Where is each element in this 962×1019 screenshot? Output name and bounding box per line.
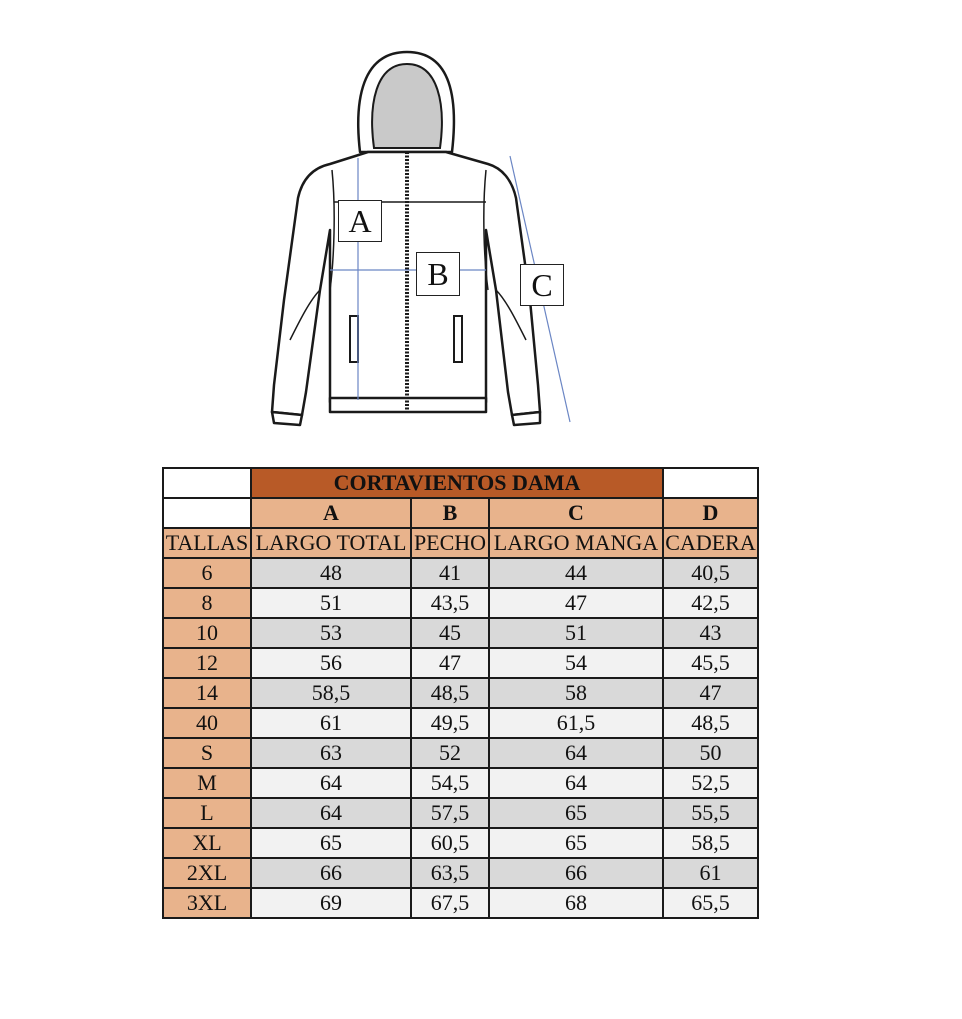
jacket-illustration: [250, 40, 590, 440]
largo-total-cell: 66: [251, 858, 411, 888]
table-row: [163, 708, 758, 738]
largo-manga-cell: 64: [489, 738, 663, 768]
largo-total-cell: 69: [251, 888, 411, 918]
cadera-cell: 55,5: [663, 798, 758, 828]
size-cell: 14: [163, 678, 251, 708]
pecho-cell: 57,5: [411, 798, 489, 828]
cadera-cell: 43: [663, 618, 758, 648]
pecho-cell: 52: [411, 738, 489, 768]
largo-total-cell: 61: [251, 708, 411, 738]
largo-total-cell: 56: [251, 648, 411, 678]
size-cell: 12: [163, 648, 251, 678]
callout-a: A: [338, 200, 382, 242]
pecho-cell: 41: [411, 558, 489, 588]
size-cell: XL: [163, 828, 251, 858]
size-cell: 40: [163, 708, 251, 738]
size-cell: 2XL: [163, 858, 251, 888]
size-cell: L: [163, 798, 251, 828]
callout-b: B: [416, 252, 460, 296]
blank-cell: [663, 468, 758, 498]
letter-row: [163, 498, 758, 528]
blank-cell: [163, 498, 251, 528]
pecho-cell: 48,5: [411, 678, 489, 708]
largo-total-cell: 64: [251, 798, 411, 828]
cadera-cell: 61: [663, 858, 758, 888]
table-row: [163, 858, 758, 888]
size-cell: 8: [163, 588, 251, 618]
largo-total-cell: 64: [251, 768, 411, 798]
header-cadera: CADERA: [663, 528, 758, 558]
callout-c: C: [520, 264, 564, 306]
largo-total-cell: 63: [251, 738, 411, 768]
cadera-cell: 45,5: [663, 648, 758, 678]
cadera-cell: 58,5: [663, 828, 758, 858]
cadera-cell: 52,5: [663, 768, 758, 798]
largo-manga-cell: 58: [489, 678, 663, 708]
right-cuff: [512, 412, 540, 425]
pecho-cell: 63,5: [411, 858, 489, 888]
title-row: [163, 468, 758, 498]
cadera-cell: 47: [663, 678, 758, 708]
pecho-cell: 67,5: [411, 888, 489, 918]
size-chart-table: [162, 467, 759, 919]
letter-d: D: [663, 498, 758, 528]
header-largo-total: LARGO TOTAL: [251, 528, 411, 558]
blank-cell: [163, 468, 251, 498]
cadera-cell: 40,5: [663, 558, 758, 588]
cadera-cell: 42,5: [663, 588, 758, 618]
size-cell: S: [163, 738, 251, 768]
pecho-cell: 49,5: [411, 708, 489, 738]
largo-manga-cell: 65: [489, 828, 663, 858]
left-cuff: [272, 412, 302, 425]
size-cell: 6: [163, 558, 251, 588]
table-row: [163, 558, 758, 588]
hood-lining: [372, 64, 442, 148]
table-row: [163, 678, 758, 708]
largo-manga-cell: 51: [489, 618, 663, 648]
largo-manga-cell: 68: [489, 888, 663, 918]
table-row: [163, 768, 758, 798]
pecho-cell: 60,5: [411, 828, 489, 858]
table-row: [163, 828, 758, 858]
largo-total-cell: 65: [251, 828, 411, 858]
largo-manga-cell: 65: [489, 798, 663, 828]
pecho-cell: 45: [411, 618, 489, 648]
cadera-cell: 50: [663, 738, 758, 768]
largo-total-cell: 58,5: [251, 678, 411, 708]
largo-manga-cell: 54: [489, 648, 663, 678]
header-tallas: TALLAS: [163, 528, 251, 558]
table-row: [163, 588, 758, 618]
pecho-cell: 47: [411, 648, 489, 678]
letter-a: A: [251, 498, 411, 528]
header-row: [163, 528, 758, 558]
largo-manga-cell: 47: [489, 588, 663, 618]
largo-total-cell: 48: [251, 558, 411, 588]
pecho-cell: 43,5: [411, 588, 489, 618]
jacket-drawing: [250, 40, 590, 440]
cadera-cell: 65,5: [663, 888, 758, 918]
largo-manga-cell: 61,5: [489, 708, 663, 738]
size-cell: M: [163, 768, 251, 798]
largo-manga-cell: 66: [489, 858, 663, 888]
table-row: [163, 648, 758, 678]
table-title: CORTAVIENTOS DAMA: [251, 468, 663, 498]
size-cell: 10: [163, 618, 251, 648]
right-pocket: [454, 316, 462, 362]
pecho-cell: 54,5: [411, 768, 489, 798]
header-pecho: PECHO: [411, 528, 489, 558]
header-largo-manga: LARGO MANGA: [489, 528, 663, 558]
table-row: [163, 618, 758, 648]
cadera-cell: 48,5: [663, 708, 758, 738]
table-row: [163, 738, 758, 768]
largo-manga-cell: 44: [489, 558, 663, 588]
largo-total-cell: 53: [251, 618, 411, 648]
letter-c: C: [489, 498, 663, 528]
table-row: [163, 888, 758, 918]
size-cell: 3XL: [163, 888, 251, 918]
table-row: [163, 798, 758, 828]
letter-b: B: [411, 498, 489, 528]
largo-manga-cell: 64: [489, 768, 663, 798]
largo-total-cell: 51: [251, 588, 411, 618]
left-pocket: [350, 316, 358, 362]
